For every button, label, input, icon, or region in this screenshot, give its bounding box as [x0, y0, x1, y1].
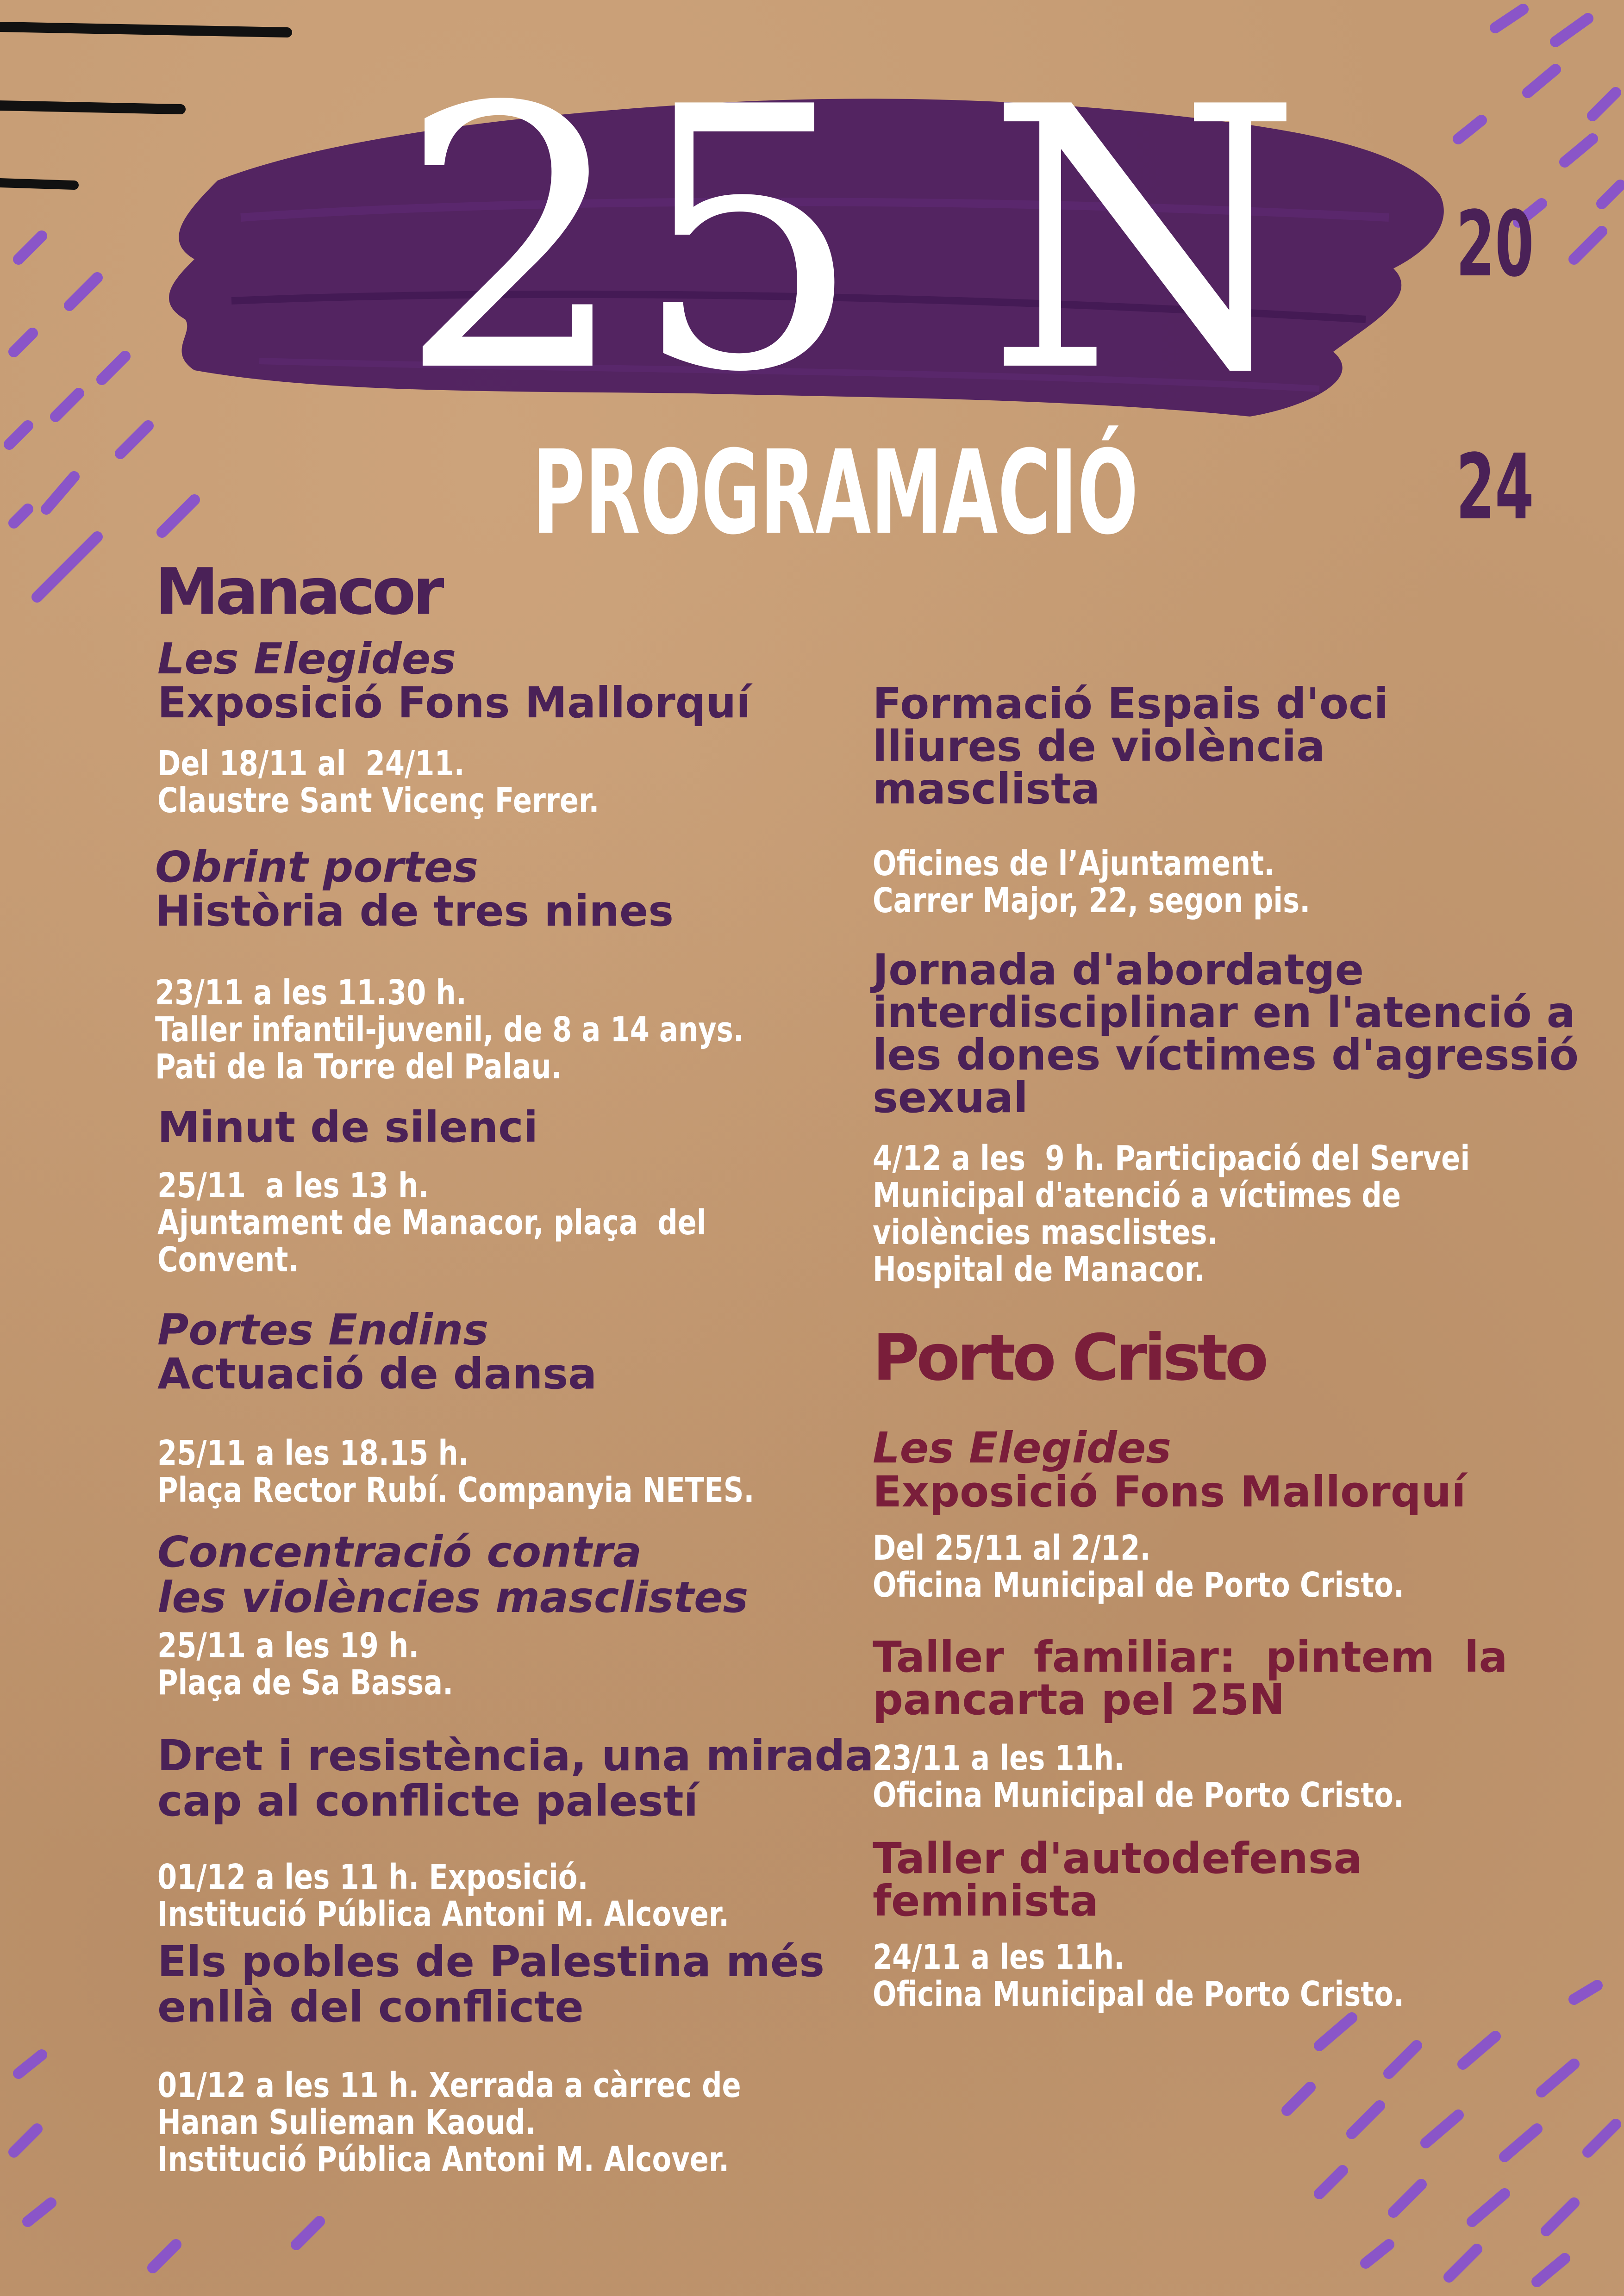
event-title-line: les violències masclistes — [157, 1573, 749, 1622]
porto-cristo-heading: Porto Cristo — [873, 1320, 1266, 1395]
event-les-elegides-manacor — [157, 636, 861, 819]
event-title-line: lliures de violència — [873, 722, 1325, 771]
programacio-heading: PROGRAMACIÓ — [532, 425, 1138, 560]
event-subtitle: Obrint portes — [155, 842, 479, 892]
event-title: Exposició Fons Mallorquí — [873, 1467, 1466, 1517]
event-pobles-de-palestina — [157, 1939, 880, 2178]
event-title-line: masclista — [873, 764, 1100, 814]
event-subtitle: Portes Endins — [157, 1305, 489, 1355]
event-jornada-abordatge — [873, 945, 1595, 1289]
event-title-line: cap al conflicte palestí — [157, 1776, 699, 1826]
event-detail: 25/11 a les 19 h. — [157, 1626, 419, 1666]
event-title-line: Formació Espais d'oci — [873, 679, 1389, 728]
event-title-line: feminista — [873, 1876, 1099, 1926]
marker-line-2 — [0, 106, 181, 109]
year-top: 20 — [1456, 192, 1534, 297]
event-detail: 01/12 a les 11 h. Exposició. — [157, 1857, 588, 1897]
event-detail: Claustre Sant Vicenç Ferrer. — [157, 781, 600, 821]
marker-line-1 — [0, 27, 287, 32]
event-detail: violències masclistes. — [873, 1213, 1218, 1252]
event-title-line: Concentració contra — [157, 1527, 642, 1577]
event-detail: 25/11 a les 18.15 h. — [157, 1433, 469, 1473]
event-title: Actuació de dansa — [157, 1349, 597, 1399]
event-title-line: Taller d'autodefensa — [873, 1834, 1362, 1883]
purple-dashes-left — [9, 236, 194, 597]
event-detail: Institució Pública Antoni M. Alcover. — [157, 2140, 730, 2179]
event-title-line: pancarta pel 25N — [873, 1675, 1285, 1724]
event-detail: Hospital de Manacor. — [873, 1250, 1205, 1289]
year — [1456, 42, 1534, 690]
event-title-line: interdisciplinar en l'atenció a — [873, 988, 1575, 1037]
event-detail: Oficina Municipal de Porto Cristo. — [873, 1565, 1405, 1605]
event-detail: Convent. — [157, 1240, 299, 1280]
event-detail: 24/11 a les 11h. — [873, 1937, 1125, 1977]
event-title-line: Dret i resistència, una mirada — [157, 1731, 874, 1780]
year-bottom: 24 — [1456, 435, 1534, 540]
event-detail: Institució Pública Antoni M. Alcover. — [157, 1894, 730, 1934]
event-title: Exposició Fons Mallorquí — [157, 678, 751, 728]
event-title-line: Els pobles de Palestina més — [157, 1937, 824, 1986]
event-detail: 23/11 a les 11.30 h. — [155, 973, 467, 1013]
event-concentracio — [157, 1527, 861, 1703]
event-obrint-portes — [155, 842, 859, 1087]
event-portes-endins — [157, 1307, 861, 1509]
manacor-heading: Manacor — [155, 554, 441, 629]
event-detail: Plaça Rector Rubí. Companyia NETES. — [157, 1470, 755, 1510]
event-detail: Hanan Sulieman Kaoud. — [157, 2103, 536, 2142]
event-title-line: Jornada d'abordatge — [873, 945, 1364, 995]
event-dret-i-resistencia — [157, 1733, 880, 1933]
event-detail: 01/12 a les 11 h. Xerrada a càrrec de — [157, 2066, 741, 2105]
event-detail: Ajuntament de Manacor, plaça del — [157, 1203, 706, 1243]
event-subtitle: Les Elegides — [157, 634, 456, 684]
event-subtitle: Les Elegides — [873, 1423, 1171, 1473]
event-detail: 25/11 a les 13 h. — [157, 1166, 429, 1206]
event-detail: Taller infantil-juvenil, de 8 a 14 anys. — [155, 1010, 744, 1050]
marker-line-3 — [0, 183, 74, 185]
event-detail: 4/12 a les 9 h. Participació del Servei — [873, 1139, 1470, 1178]
event-detail: Pati de la Torre del Palau. — [155, 1047, 562, 1087]
event-formacio-espais — [873, 679, 1576, 921]
event-detail: Oficina Municipal de Porto Cristo. — [873, 1974, 1405, 2014]
event-minut-de-silenci — [157, 1102, 861, 1280]
event-title-line: les dones víctimes d'agressió — [873, 1030, 1579, 1080]
event-taller-autodefensa — [873, 1834, 1576, 2014]
event-title-line: enllà del conflicte — [157, 1982, 584, 2032]
event-detail: Plaça de Sa Bassa. — [157, 1663, 454, 1703]
event-detail: Municipal d'atenció a víctimes de — [873, 1176, 1401, 1215]
event-title: Minut de silenci — [157, 1102, 538, 1152]
event-title-line: Taller familiar: pintem la — [873, 1632, 1508, 1682]
event-title-line: sexual — [873, 1073, 1028, 1122]
event-taller-familiar — [873, 1632, 1576, 1815]
event-detail: Oficina Municipal de Porto Cristo. — [873, 1775, 1405, 1815]
event-les-elegides-porto-cristo — [873, 1425, 1576, 1604]
event-detail: Del 25/11 al 2/12. — [873, 1528, 1151, 1568]
event-title: Història de tres nines — [155, 886, 674, 936]
event-detail: Oficines de l’Ajuntament. — [873, 844, 1275, 884]
event-detail: 23/11 a les 11h. — [873, 1738, 1125, 1778]
main-title: 25 N — [398, 31, 1307, 451]
event-detail: Del 18/11 al 24/11. — [157, 744, 465, 784]
event-detail: Carrer Major, 22, segon pis. — [873, 881, 1311, 921]
